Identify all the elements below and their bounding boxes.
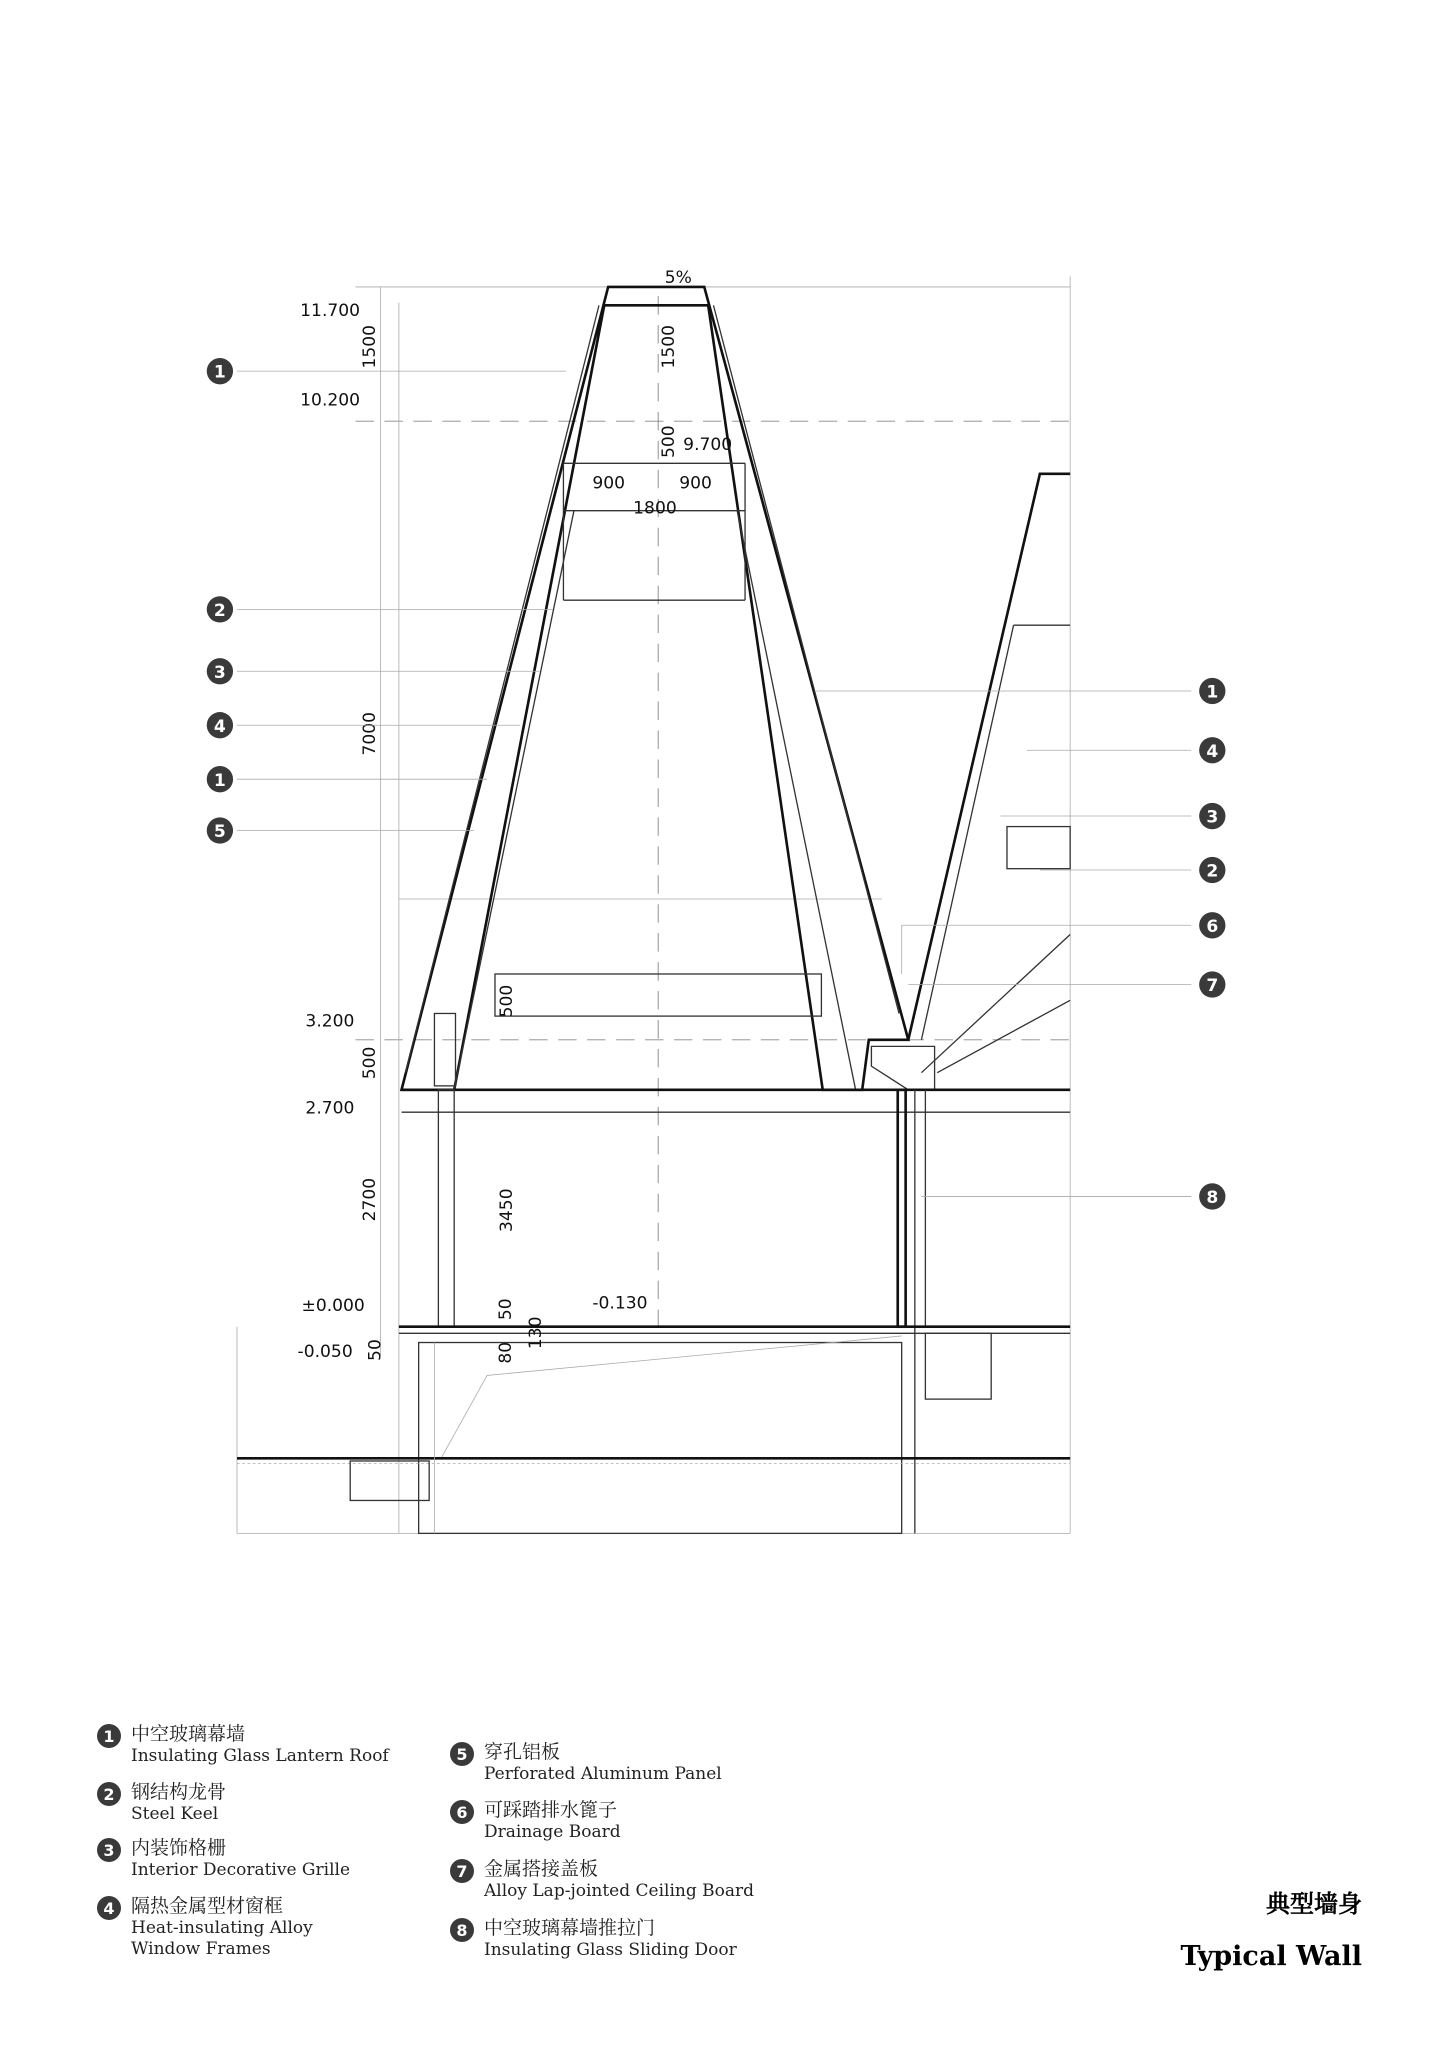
callouts-right [816,678,1225,1210]
legend-number: 2 [97,1782,121,1806]
dimension-label: 500 [497,984,518,1018]
dimension-label: 50 [365,1339,386,1361]
legend-en: Interior Decorative Grille [131,1860,351,1880]
elevation-label: ±0.000 [301,1295,365,1316]
legend-zh: 穿孔铝板 [484,1741,561,1763]
callout-number: 2 [1206,861,1219,882]
elevation-label: 11.700 [300,300,361,321]
elevation-label: 2.700 [305,1098,355,1119]
title-en: Typical Wall [1180,1941,1362,1972]
elevation-label: 9.700 [683,435,733,456]
legend-en: Insulating Glass Lantern Roof [131,1746,389,1766]
dimension-label: 2700 [360,1177,381,1222]
legend-zh: 中空玻璃幕墙 [131,1723,246,1745]
lantern-roof [402,287,909,1090]
legend-zh: 隔热金属型材窗框 [131,1895,284,1917]
dimension-label: 80 [495,1341,516,1364]
legend-en: Insulating Glass Sliding Door [484,1940,737,1960]
dimension-label: 900 [679,473,712,494]
legend-number: 6 [450,1800,474,1824]
callout-number: 7 [1206,976,1219,997]
legend-en: Alloy Lap-jointed Ceiling Board [484,1881,754,1901]
dimension-label: 1500 [360,324,381,369]
dimension-label: 500 [658,425,679,459]
legend-number: 1 [97,1724,121,1748]
legend-number: 3 [97,1838,121,1862]
second-lantern [871,474,1070,1090]
dimension-label: 1800 [633,498,677,519]
legend-zh: 可踩踏排水篦子 [484,1799,618,1821]
slope-label: 5% [664,267,692,288]
legend-en: Drainage Board [484,1822,621,1842]
legend-zh: 中空玻璃幕墙推拉门 [484,1917,656,1939]
callout-number: 3 [1206,807,1219,828]
elevation-label: 3.200 [305,1011,355,1032]
legend-en: Steel Keel [131,1804,219,1824]
reference-lines [237,276,1070,1533]
dimension-label: 3450 [497,1188,518,1232]
elevation-label: 10.200 [300,390,361,411]
legend-zh: 内装饰格栅 [131,1837,227,1859]
drawing-title [1180,1884,1362,1972]
dimension-label: 1500 [658,324,679,369]
legend-en: Perforated Aluminum Panel [484,1764,722,1784]
elevation-label: -0.130 [592,1293,648,1314]
callout-number: 2 [213,600,226,621]
callouts-left [207,358,566,844]
callout-number: 4 [213,716,226,737]
callout-number: 4 [1206,741,1219,762]
dimension-label: 500 [360,1046,381,1080]
callout-number: 1 [1206,682,1219,703]
legend-en: Heat-insulating Alloy Window Frames [131,1918,313,1959]
callout-number: 1 [213,770,226,791]
callout-number: 6 [1206,916,1219,937]
dimension-label: 7000 [360,711,381,756]
legend-number: 4 [97,1896,121,1920]
dimensions [298,268,733,1364]
legend-zh: 钢结构龙骨 [131,1781,227,1803]
legend-number: 8 [450,1918,474,1942]
callout-number: 5 [213,822,226,843]
callout-number: 1 [213,362,226,383]
legend-zh: 金属搭接盖板 [484,1858,599,1880]
dimension-label: 900 [592,473,626,494]
callout-number: 3 [213,662,226,683]
legend-number: 5 [450,1742,474,1766]
dimension-label: 50 [495,1298,516,1321]
callout-number: 8 [1206,1188,1219,1209]
legend-number: 7 [450,1859,474,1883]
dimension-label: 130 [526,1316,547,1350]
title-zh: 典型墙身 [1266,1890,1362,1918]
elevation-label: -0.050 [297,1341,353,1362]
